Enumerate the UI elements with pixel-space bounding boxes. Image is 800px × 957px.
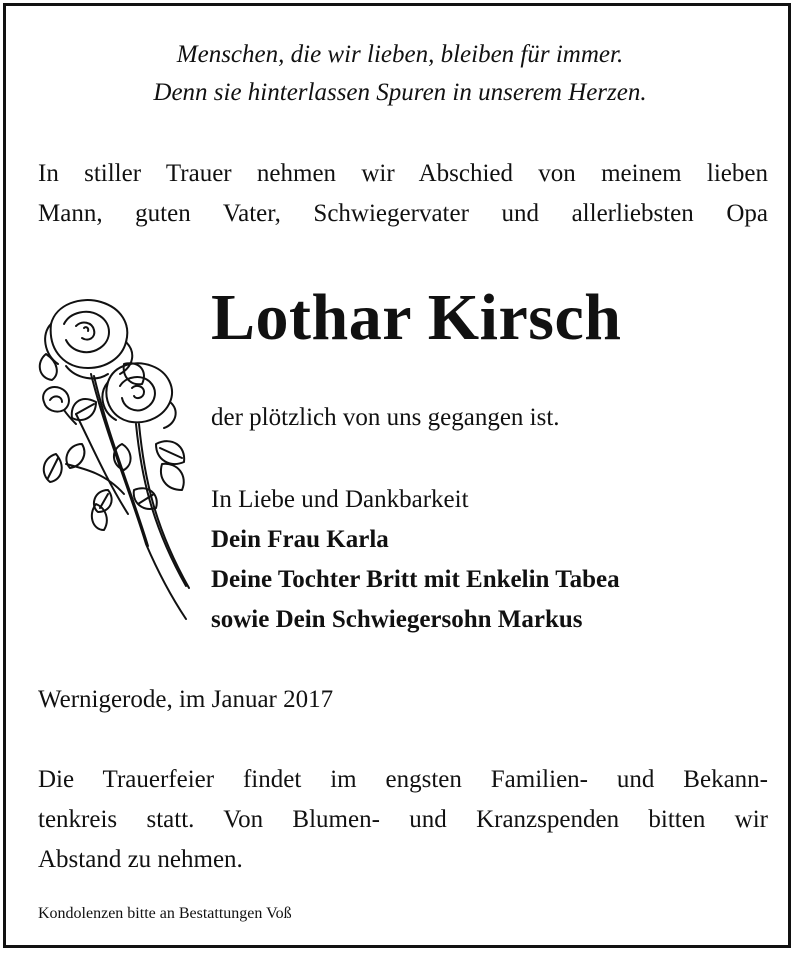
obituary-frame	[3, 3, 791, 948]
condolence-note: Kondolenzen bitte an Bestattungen Voß	[38, 905, 292, 922]
service-notice	[38, 760, 768, 880]
mourner-name: sowie Dein Schwiegersohn Markus	[211, 606, 583, 633]
motto-line-2: Denn sie hinterlassen Spuren in unserem Herzen.	[153, 79, 647, 106]
mourner-name: Dein Frau Karla	[211, 526, 389, 553]
intro-text	[38, 154, 768, 234]
place-date: Wernigerode, im Januar 2017	[38, 686, 334, 713]
service-line-1: Die Trauerfeier findet im engsten Familien- und Bekann-	[38, 766, 768, 793]
intro-line-2: Mann, guten Vater, Schwiegervater und allerliebsten Opa	[38, 200, 768, 227]
service-line-3: Abstand zu nehmen.	[38, 846, 243, 873]
motto	[6, 36, 794, 112]
motto-line-1: Menschen, die wir lieben, bleiben für immer.	[176, 41, 624, 68]
service-line-2: tenkreis statt. Von Blumen- und Kranzspenden bitten wir	[38, 806, 768, 833]
roses-icon	[36, 294, 201, 624]
passed-text: der plötzlich von uns gegangen ist.	[211, 404, 560, 431]
mourner-name: Deine Tochter Britt mit Enkelin Tabea	[211, 566, 620, 593]
intro-line-1: In stiller Trauer nehmen wir Abschied von meinem lieben	[38, 160, 768, 187]
signature-block	[211, 480, 620, 640]
deceased-name: Lothar Kirsch	[211, 281, 622, 354]
signature-closing: In Liebe und Dankbarkeit	[211, 486, 469, 513]
